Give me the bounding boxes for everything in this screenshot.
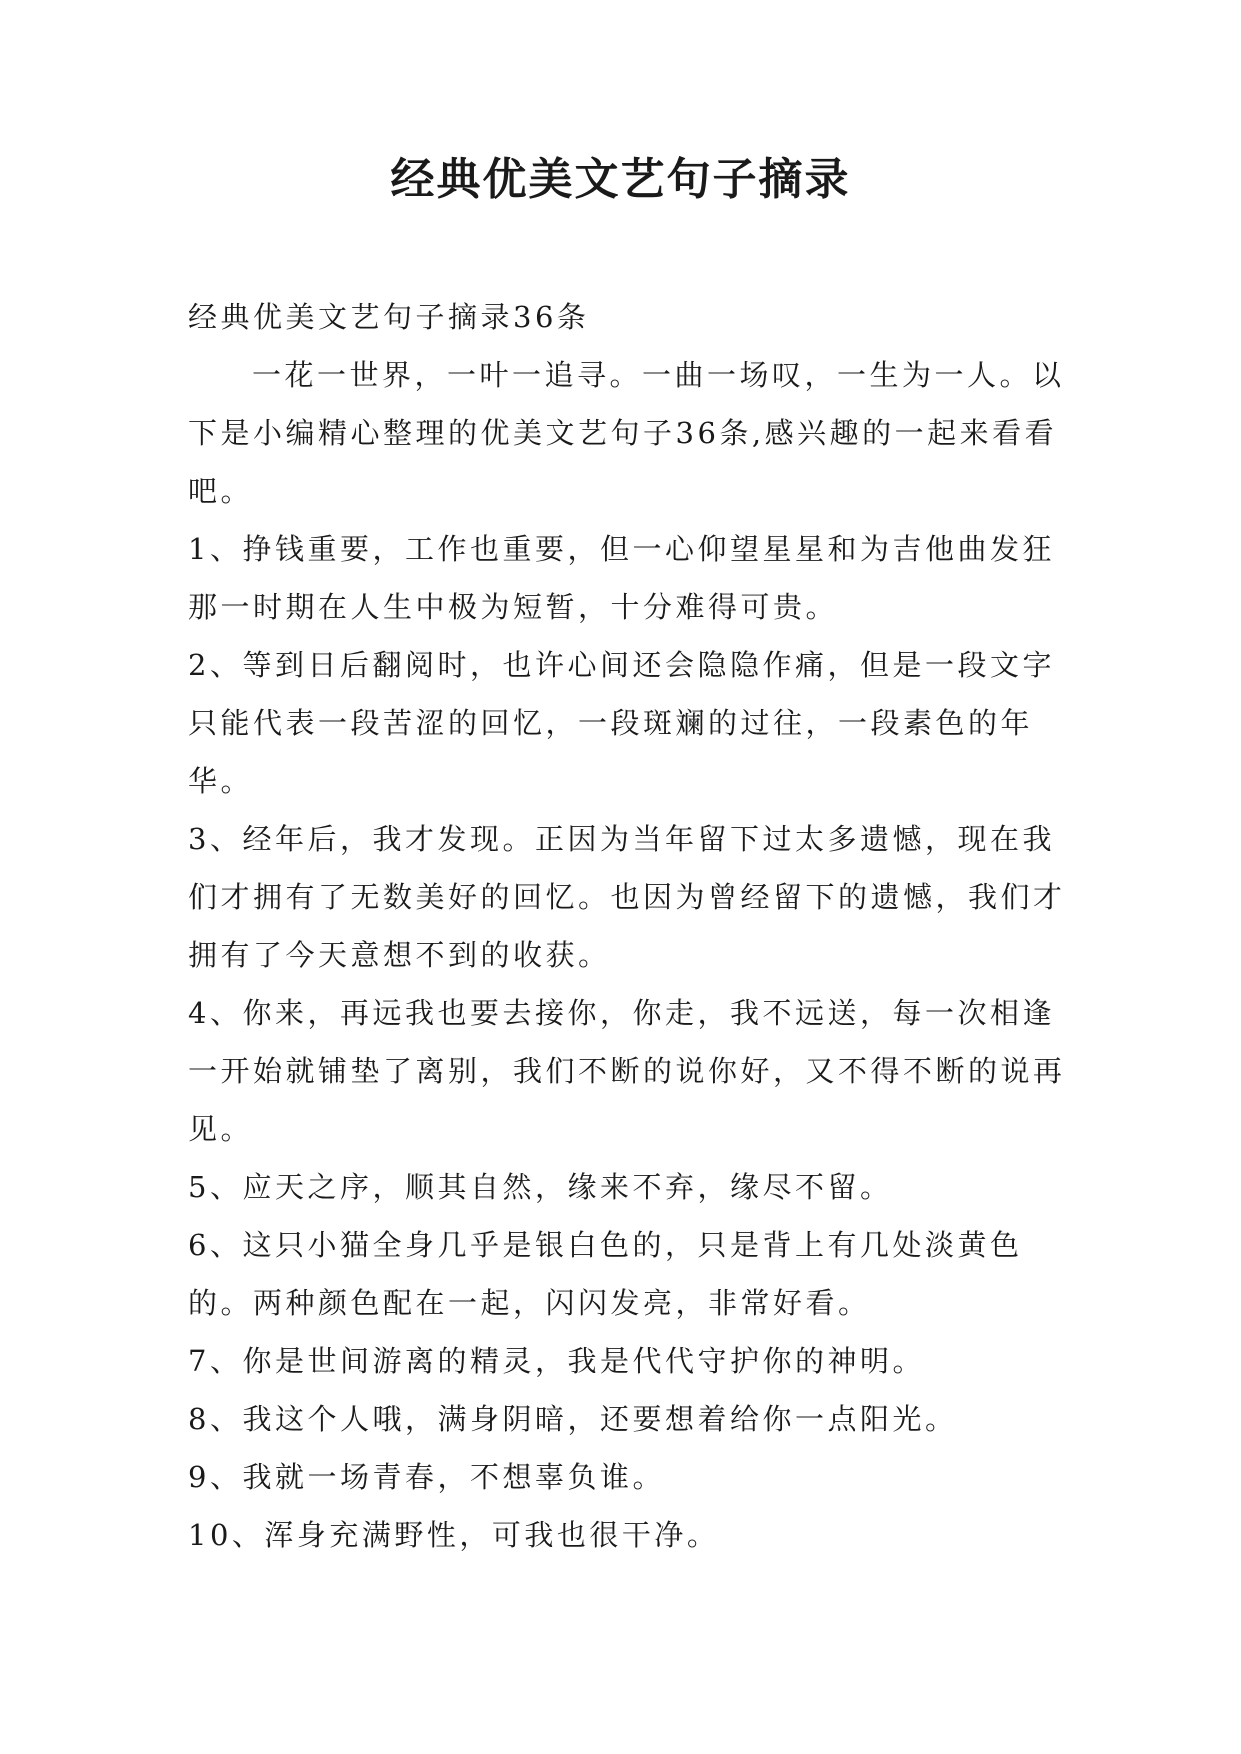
list-item: 1、挣钱重要，工作也重要，但一心仰望星星和为吉他曲发狂那一时期在人生中极为短暂，十分难得可贵。	[188, 532, 1055, 624]
list-item: 4、你来，再远我也要去接你，你走，我不远送，每一次相逢一开始就铺垫了离别，我们不断的说你好，又不得不断的说再见。	[188, 996, 1066, 1146]
subtitle: 经典优美文艺句子摘录36条	[188, 300, 590, 334]
list-item: 7、你是世间游离的精灵，我是代代守护你的神明。	[188, 1344, 925, 1378]
list-item: 9、我就一场青春，不想辜负谁。	[188, 1460, 665, 1494]
list-item: 8、我这个人哦，满身阴暗，还要想着给你一点阳光。	[188, 1402, 958, 1436]
list-item: 3、经年后，我才发现。正因为当年留下过太多遗憾，现在我们才拥有了无数美好的回忆。也因为曾经留下的遗憾，我们才拥有了今天意想不到的收获。	[188, 822, 1066, 972]
list-item: 2、等到日后翻阅时，也许心间还会隐隐作痛，但是一段文字只能代表一段苦涩的回忆，一段斑斓的过往，一段素色的年华。	[188, 648, 1055, 798]
list-item: 6、这只小猫全身几乎是银白色的，只是背上有几处淡黄色的。两种颜色配在一起，闪闪发亮，非常好看。	[188, 1228, 1023, 1320]
list-item: 10、浑身充满野性，可我也很干净。	[188, 1518, 720, 1552]
document-body	[188, 288, 1068, 1564]
document-title: 经典优美文艺句子摘录	[390, 154, 851, 205]
list-item: 5、应天之序，顺其自然，缘来不弃，缘尽不留。	[188, 1170, 893, 1204]
intro-paragraph: 一花一世界，一叶一追寻。一曲一场叹，一生为一人。以下是小编精心整理的优美文艺句子36条,感兴趣的一起来看看吧。	[188, 358, 1065, 508]
